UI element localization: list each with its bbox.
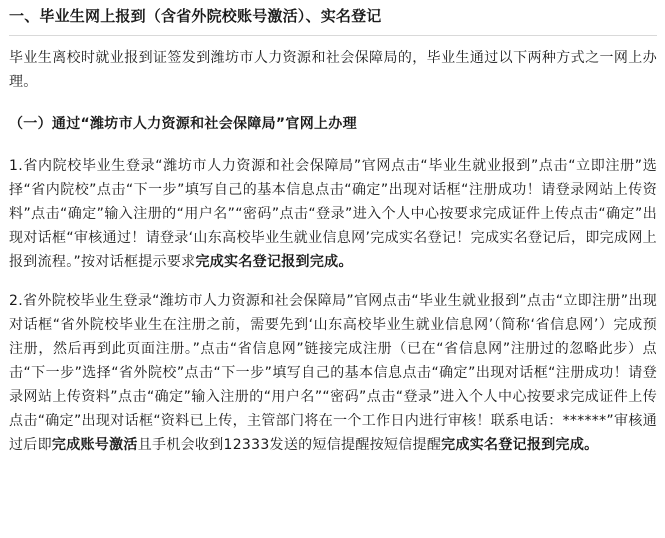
section-title: 一、毕业生网上报到（含省外院校账号激活）、实名登记 xyxy=(9,7,382,25)
step-2-mid-text: 且手机会收到12333发送的短信提醒按短信提醒 xyxy=(137,437,442,453)
divider xyxy=(9,35,657,36)
step-1-bold-text: 完成实名登记报到完成。 xyxy=(195,254,353,270)
step-2-text: 2.省外院校毕业生登录“潍坊市人力资源和社会保障局”官网点击“毕业生就业报到”点击“立即注册”出现对话框“省外院校毕业生在注册之前，需要先到‘山东高校毕业生就业信息网’（简称‘省信息网’）完成预注册，然后再到此页面注册。”点击“省信息网”链接完成注册（已在“省信息网”注册过的忽略此步）点击“下一步”选择“省外院校”点击“下一步”填写自己的基本信息点击“确定”出现对话框“注册成功！请登录网站上传资料”点击“确定”输入注册的“用户名”“密码”点击“登录”进入个人中心按要求完成证件上传点击“确定”出现对话框“资料已上传，主管部门将在一个工作日内进行审核！联系电话：******”审核通过后即 xyxy=(9,293,657,453)
step-1-text: 1.省内院校毕业生登录“潍坊市人力资源和社会保障局”官网点击“毕业生就业报到”点击“立即注册”选择“省内院校”点击“下一步”填写自己的基本信息点击“确定”出现对话框“注册成功！请登录网站上传资料”点击“确定”输入注册的“用户名”“密码”点击“登录”进入个人中心按要求完成证件上传点击“确定”出现对话框“审核通过！请登录‘山东高校毕业生就业信息网’完成实名登记！完成实名登记后，即完成网上报到流程。”按对话框提示要求 xyxy=(9,158,657,270)
subsection-title: （一）通过“潍坊市人力资源和社会保障局”官网上办理 xyxy=(9,116,357,132)
step-2-paragraph xyxy=(9,289,657,457)
step-2-bold-text-2: 完成实名登记报到完成。 xyxy=(441,437,599,453)
step-2-bold-text-1: 完成账号激活 xyxy=(51,437,138,453)
intro-paragraph: 毕业生离校时就业报到证签发到潍坊市人力资源和社会保障局的，毕业生通过以下两种方式之一网上办理。 xyxy=(9,50,657,90)
step-1-paragraph xyxy=(9,154,657,274)
